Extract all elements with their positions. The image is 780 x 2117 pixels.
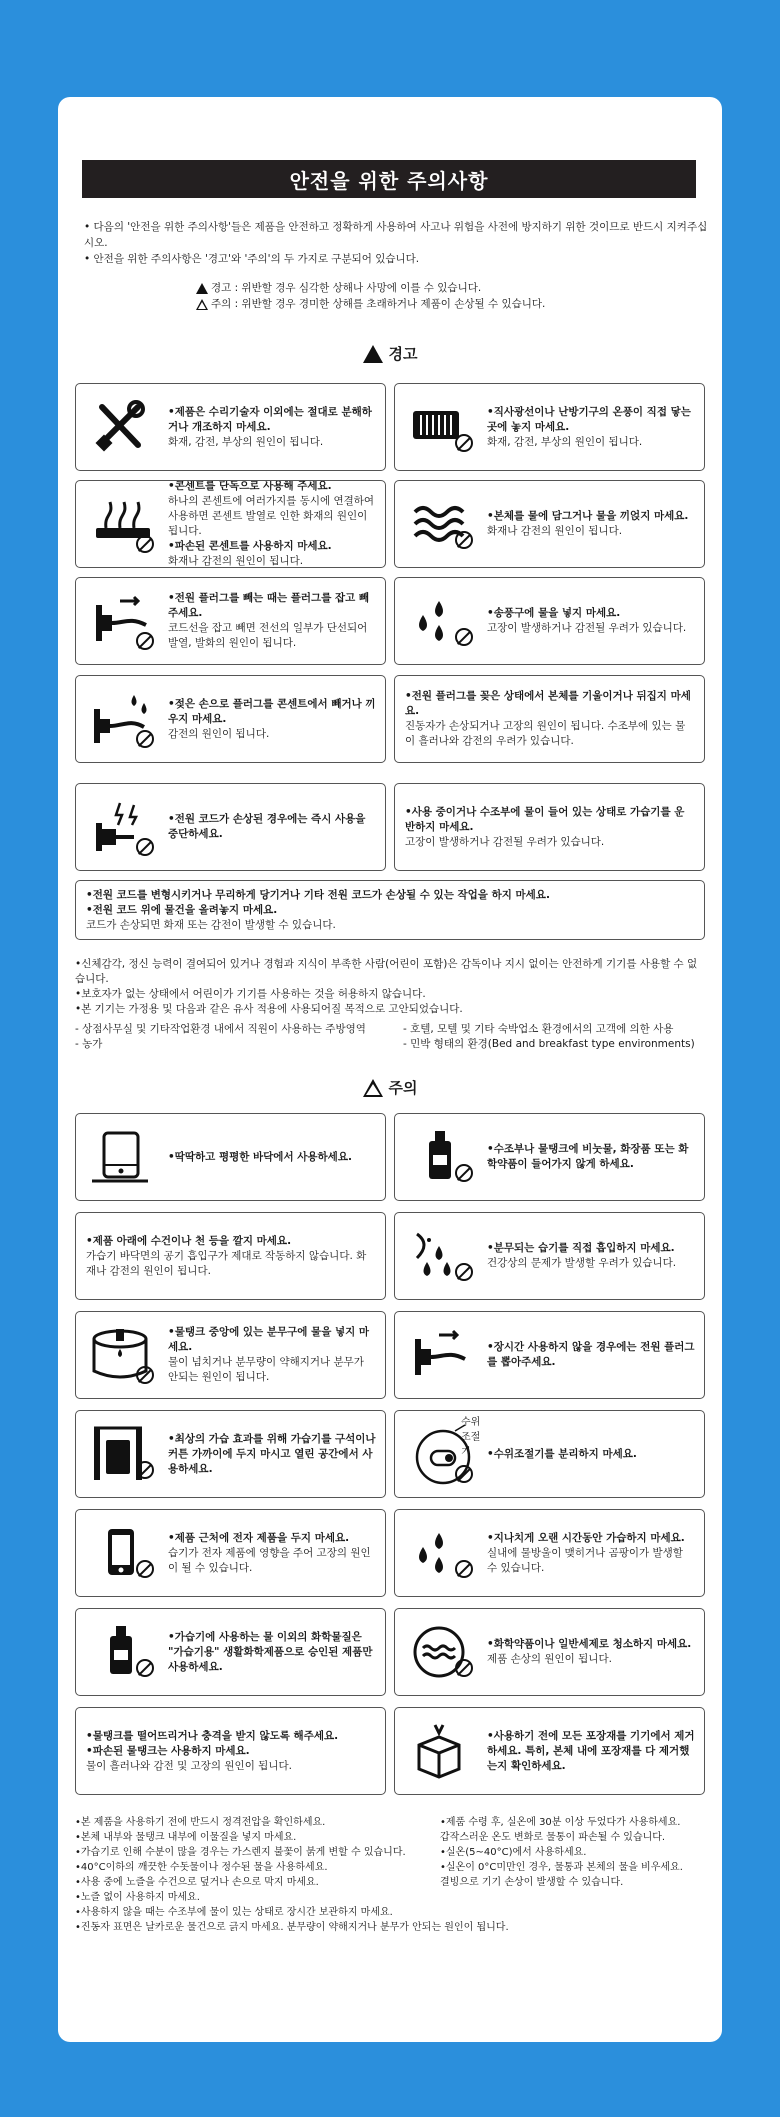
unplug-icon: [409, 1325, 475, 1385]
caution-item: [75, 1608, 386, 1696]
caution-item: [394, 1212, 705, 1300]
item-title: •파손된 물탱크는 사용하지 마세요.: [86, 1744, 250, 1757]
footer-line: •노즐 없이 사용하지 마세요.: [75, 1892, 200, 1903]
legend-caution: 주의 : 위반할 경우 경미한 상해를 초래하거나 제품이 손상될 수 있습니다.: [211, 298, 546, 310]
caution-heading: [58, 1077, 722, 1098]
footer-line: •사용 중에 노즐을 수건으로 덮거나 손으로 막지 마세요.: [75, 1877, 319, 1888]
item-title: •전원 코드가 손상된 경우에는 즉시 사용을 중단하세요.: [168, 813, 366, 840]
caution-triangle-icon: [196, 299, 208, 310]
prohibited-icon: [455, 1465, 473, 1483]
item-text: 코드선을 잡고 빼면 전선의 일부가 단선되어 발열, 발화의 원인이 됩니다.: [168, 622, 368, 649]
intro-line: • 다음의 '안전을 위한 주의사항'들은 제품을 안전하고 정확하게 사용하여 사고나 위험을 사전에 방지하기 위한 것이므로 반드시 지켜주십시오.: [84, 221, 708, 249]
item-title: •콘센트를 단독으로 사용해 주세요.: [168, 480, 332, 492]
caution-item: [394, 1113, 705, 1201]
item-title: •수조부나 물탱크에 비눗물, 화장품 또는 화학약품이 들어가지 않게 하세요.: [487, 1143, 689, 1170]
item-title: •화학약품이나 일반세제로 청소하지 마세요.: [487, 1638, 692, 1650]
page-title: 안전을 위한 주의사항: [82, 160, 696, 198]
item-title: •제품 근처에 전자 제품을 두지 마세요.: [168, 1531, 350, 1544]
item-title: •수위조절기를 분리하지 마세요.: [487, 1447, 637, 1460]
warning-item: [394, 383, 705, 471]
item-title: •젖은 손으로 플러그를 콘센트에서 빼거나 끼우지 마세요.: [168, 697, 376, 725]
item-title: •딱딱하고 평평한 바닥에서 사용하세요.: [168, 1150, 352, 1163]
item-title: •지나치게 오랜 시간동안 가습하지 마세요.: [487, 1531, 685, 1544]
footer-notes-right: [440, 1815, 710, 1890]
footer-line: 결빙으로 기기 손상이 발생할 수 있습니다.: [440, 1877, 624, 1888]
item-title: •물탱크 중앙에 있는 분무구에 물을 넣지 마세요.: [168, 1326, 370, 1353]
item-title: •전원 코드를 변형시키거나 무리하게 당기거나 기타 전원 코드가 손상될 수 있는 작업을 하지 마세요.: [86, 888, 550, 901]
footer-line: •본 제품을 사용하기 전에 반드시 정격전압을 확인하세요.: [75, 1817, 326, 1828]
footer-line: •실온이 0°C미만인 경우, 물통과 본체의 물을 비우세요.: [440, 1862, 683, 1873]
item-title: •직사광선이나 난방기구의 온풍이 직접 닿는 곳에 놓지 마세요.: [487, 405, 691, 433]
prohibited-icon: [455, 1560, 473, 1578]
legend: [196, 280, 616, 312]
prohibited-icon: [136, 1461, 154, 1479]
note-line: •신체감각, 정신 능력이 결여되어 있거나 경험과 지식이 부족한 사람(어린이 포함)은 감독이나 지시 없이는 안전하게 기기를 사용할 수 없습니다.: [75, 958, 698, 985]
prohibited-icon: [455, 531, 473, 549]
item-title: •전원 플러그를 꽂은 상태에서 본체를 기울이거나 뒤집지 마세요.: [405, 690, 691, 717]
general-notes: [75, 957, 705, 1017]
usage-line: - 민박 형태의 환경(Bed and breakfast type environments): [403, 1038, 695, 1050]
prohibited-icon: [136, 1560, 154, 1578]
item-title: •송풍구에 물을 넣지 마세요.: [487, 607, 621, 619]
caution-item: [75, 1509, 386, 1597]
item-title: •사용 중이거나 수조부에 물이 들어 있는 상태로 가습기를 운반하지 마세요.: [405, 805, 685, 833]
prohibited-icon: [136, 632, 154, 650]
warning-heading: [58, 343, 722, 364]
prohibited-icon: [455, 1263, 473, 1281]
item-title: •물탱크를 떨어뜨리거나 충격을 받지 않도록 해주세요.: [86, 1729, 339, 1742]
manual-card: [58, 97, 722, 2042]
item-text: 진동자가 손상되거나 고장의 원인이 됩니다. 수조부에 있는 물이 흘러나와 감전의 우려가 있습니다.: [405, 720, 686, 747]
prohibited-icon: [136, 1659, 154, 1677]
warning-item: [394, 480, 705, 568]
item-title: •제품 아래에 수건이나 천 등을 깔지 마세요.: [86, 1234, 292, 1247]
item-text: 화재, 감전, 부상의 원인이 됩니다.: [168, 435, 324, 448]
item-title: •최상의 가습 효과를 위해 가습기를 구석이나 커튼 가까이에 두지 마시고 열린 공간에서 사용하세요.: [168, 1432, 376, 1475]
tools-icon: [90, 397, 150, 457]
warning-triangle-icon: [363, 345, 383, 363]
item-text: 건강상의 문제가 발생할 우려가 있습니다.: [487, 1257, 677, 1269]
item-text: 습기가 전자 제품에 영향을 주어 고장의 원인이 될 수 있습니다.: [168, 1546, 371, 1574]
item-text: 물이 넘치거나 분무량이 약해지거나 분무가 안되는 원인이 됩니다.: [168, 1356, 364, 1383]
footer-line: 갑작스러운 온도 변화로 물통이 파손될 수 있습니다.: [440, 1832, 666, 1843]
prohibited-icon: [136, 535, 154, 553]
prohibited-icon: [136, 1366, 154, 1384]
legend-warning: 경고 : 위반할 경우 심각한 상해나 사망에 이를 수 있습니다.: [211, 282, 482, 294]
item-title: •사용하기 전에 모든 포장재를 기기에서 제거하세요. 특히, 본체 내에 포장재를 다 제거했는지 확인하세요.: [487, 1729, 695, 1772]
item-title: •본체를 물에 담그거나 물을 끼얹지 마세요.: [487, 510, 689, 522]
note-line: •본 기기는 가정용 및 다음과 같은 유사 적용에 사용되어질 목적으로 고안되었습니다.: [75, 1003, 463, 1015]
item-title: •파손된 콘센트를 사용하지 마세요.: [168, 540, 332, 552]
caution-item: [394, 1707, 705, 1795]
caution-item: [394, 1509, 705, 1597]
warning-item: [75, 480, 386, 568]
usage-list-left: [75, 1022, 395, 1052]
prohibited-icon: [455, 434, 473, 452]
item-text: 가습기 바닥면의 공기 흡입구가 제대로 작동하지 않습니다. 화재나 감전의 원인이 됩니다.: [86, 1249, 367, 1277]
caution-item: [75, 1410, 386, 1498]
item-title: •분무되는 습기를 직접 흡입하지 마세요.: [487, 1242, 675, 1254]
warning-item: [75, 383, 386, 471]
footer-notes-left: [75, 1815, 509, 1935]
caution-item: [75, 1311, 386, 1399]
prohibited-icon: [136, 838, 154, 856]
footer-line: •진동자 표면은 날카로운 물건으로 긁지 마세요. 분무량이 약해지거나 분무가 안되는 원인이 됩니다.: [75, 1922, 509, 1933]
humidifier-icon: [90, 1127, 150, 1187]
item-text: 고장이 발생하거나 감전될 우려가 있습니다.: [405, 835, 605, 848]
prohibited-icon: [136, 730, 154, 748]
warning-item-wide: [75, 880, 705, 940]
footer-line: •사용하지 않을 때는 수조부에 물이 있는 상태로 장시간 보관하지 마세요.: [75, 1907, 393, 1918]
intro-text: [84, 219, 714, 267]
warning-heading-label: 경고: [388, 345, 418, 363]
prohibited-icon: [455, 628, 473, 646]
prohibited-icon: [455, 1164, 473, 1182]
usage-line: - 호텔, 모텔 및 기타 숙박업소 환경에서의 고객에 의한 사용: [403, 1023, 674, 1035]
warning-item: [394, 783, 705, 871]
item-title: •제품은 수리기술자 이외에는 절대로 분해하거나 개조하지 마세요.: [168, 405, 372, 433]
item-text: 화재, 감전, 부상의 원인이 됩니다.: [487, 435, 643, 448]
item-text: 하나의 콘센트에 여러가지를 동시에 연결하여 사용하면 콘센트 발열로 인한 화재의 원인이 됩니다.: [168, 495, 375, 537]
item-text: 코드가 손상되면 화재 또는 감전이 발생할 수 있습니다.: [86, 918, 336, 931]
item-text: 제품 손상의 원인이 됩니다.: [487, 1653, 612, 1665]
warning-item: [75, 675, 386, 763]
caution-item: [394, 1410, 705, 1498]
caution-item: [75, 1212, 386, 1300]
usage-line: - 상점사무실 및 기타작업환경 내에서 직원이 사용하는 주방영역: [75, 1023, 366, 1035]
footer-line: •가습기로 인해 수분이 많을 경우는 가스렌지 불꽃이 붉게 변할 수 있습니다.: [75, 1847, 406, 1858]
item-title: •전원 플러그를 빼는 때는 플러그를 잡고 빼 주세요.: [168, 592, 370, 619]
item-title: •장시간 사용하지 않을 경우에는 전원 플러그를 뽑아주세요.: [487, 1341, 695, 1368]
item-title: •전원 코드 위에 물건을 올려놓지 마세요.: [86, 903, 278, 916]
item-text: 화재나 감전의 원인이 됩니다.: [168, 555, 304, 567]
usage-line: - 농가: [75, 1038, 103, 1050]
caution-triangle-icon: [363, 1079, 383, 1097]
footer-line: •실온(5~40°C)에서 사용하세요.: [440, 1847, 587, 1858]
item-text: 고장이 발생하거나 감전될 우려가 있습니다.: [487, 622, 687, 634]
usage-list-right: [403, 1022, 713, 1052]
item-text: 화재나 감전의 원인이 됩니다.: [487, 525, 623, 537]
water-level-control-label: 수위조절기: [461, 1417, 481, 1458]
caution-item: [394, 1608, 705, 1696]
caution-item: [394, 1311, 705, 1399]
note-line: •보호자가 없는 상태에서 어린이가 기기를 사용하는 것을 허용하지 않습니다.: [75, 988, 426, 1000]
warning-item: [75, 577, 386, 665]
intro-line: • 안전을 위한 주의사항은 '경고'와 '주의'의 두 가지로 구분되어 있습니다.: [84, 253, 420, 265]
item-text: 감전의 원인이 됩니다.: [168, 727, 270, 740]
caution-item: [75, 1707, 386, 1795]
warning-item: [75, 783, 386, 871]
footer-line: •제품 수령 후, 실온에 30분 이상 두었다가 사용하세요.: [440, 1817, 681, 1828]
warning-triangle-icon: [196, 283, 208, 294]
prohibited-icon: [455, 1659, 473, 1677]
footer-line: •본체 내부와 물탱크 내부에 이물질을 넣지 마세요.: [75, 1832, 297, 1843]
item-title: •가습기에 사용하는 물 이외의 화학물질은 "가습기용" 생활화학제품으로 승인된 제품만 사용하세요.: [168, 1630, 373, 1673]
warning-item: [394, 577, 705, 665]
item-text: 물이 흘러나와 감전 및 고장의 원인이 됩니다.: [86, 1759, 292, 1772]
box-icon: [409, 1721, 469, 1781]
caution-heading-label: 주의: [388, 1079, 418, 1097]
warning-item: [394, 675, 705, 763]
footer-line: •40°C이하의 깨끗한 수돗물이나 정수된 물을 사용하세요.: [75, 1862, 328, 1873]
caution-item: [75, 1113, 386, 1201]
item-text: 실내에 물방울이 맺히거나 곰팡이가 발생할 수 있습니다.: [487, 1546, 683, 1574]
